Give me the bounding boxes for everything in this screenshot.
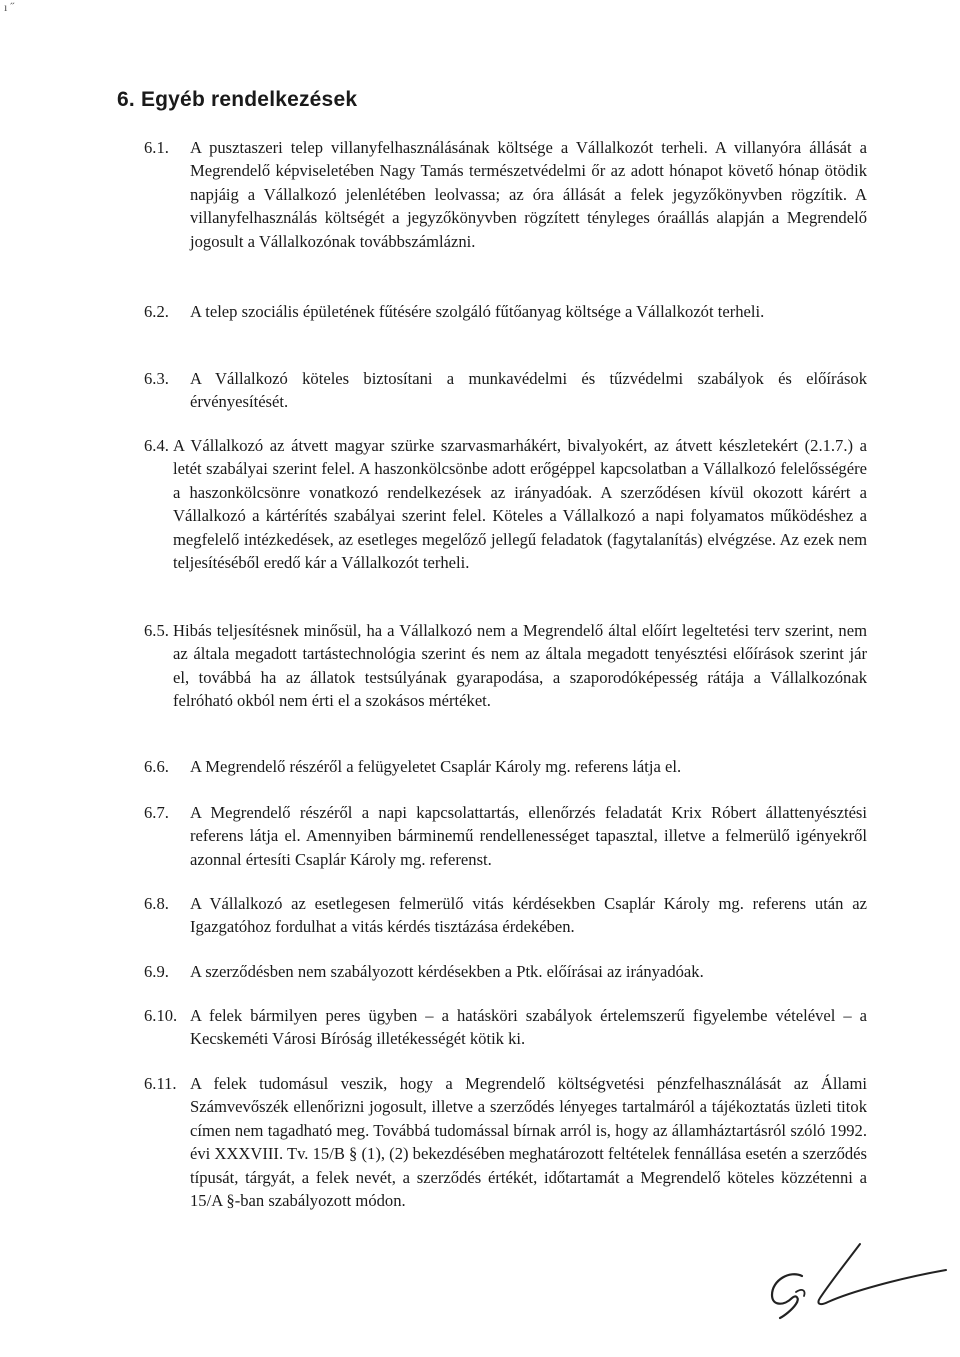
paragraph-text: A Vállalkozó köteles biztosítani a munkavédelmi és tűzvédelmi szabályok és előírások érvényesítését. [190,369,867,412]
paragraph-number: 6.9. [144,962,169,981]
paragraph-number: 6.10. [144,1006,178,1025]
paragraph-number: 6.4. [144,436,169,455]
paragraph-6-1 [144,136,867,253]
paragraph-text: A Vállalkozó az esetlegesen felmerülő vitás kérdésekben Csaplár Károly mg. referens után az Igazgatóhoz fordulhat a vitás kérdés tisztázása érdekében. [190,894,867,937]
scan-mark: ı ˝ [4,0,15,14]
paragraph-number: 6.2. [144,302,169,321]
paragraph-text: A pusztaszeri telep villanyfelhasználásának költsége a Vállalkozót terheli. A villanyóra állását a Megrendelő képviseletében Nagy Tamás természetvédelmi őr az adott hónapot követő hónap ötödik napjáig a Vállalkozó jelenlétében leolvassa; az óra állását a felek jegyzőkönyvben rögzítik. A villanyfelhasználás költségét a jegyzőkönyvben rögzített tényleges óraállás alapján a Megrendelő jogosult a Vállalkozónak továbbszámlázni. [190,138,867,251]
paragraph-6-10 [144,1004,867,1051]
paragraph-6-3 [144,367,867,414]
paragraph-text: A Megrendelő részéről a felügyeletet Csaplár Károly mg. referens látja el. [190,757,682,776]
paragraph-number: 6.5. [144,621,169,640]
paragraph-number: 6.1. [144,138,169,157]
paragraph-text: A felek bármilyen peres ügyben – a hatásköri szabályok értelemszerű figyelembe vételével – a Kecskeméti Városi Bíróság illetékességét kötik ki. [190,1006,867,1049]
paragraph-6-8 [144,892,867,939]
paragraph-text: A Megrendelő részéről a napi kapcsolattartás, ellenőrzés feladatát Krix Róbert állattenyésztési referens látja el. Amennyiben bárminemű rendellenességet tapasztal, illetve a felmerülő igényekről azonnal értesíti Csaplár Károly mg. referenst. [190,803,867,869]
paragraph-text: Hibás teljesítésnek minősül, ha a Vállalkozó nem a Megrendelő által előírt legeltetési terv szerint, nem az általa megadott tartástechnológia szerint és nem az általa megadott tenyésztési előírások szerint jár el, továbbá ha az állatok testsúlyának gyarapodása, a szaporodóképesség rátája a Vállalkozónak felróható okból nem érti el a szokásos mértéket. [173,621,867,711]
paragraph-number: 6.7. [144,803,169,822]
paragraph-6-2 [144,300,867,323]
paragraph-text: A Vállalkozó az átvett magyar szürke szarvasmarhákért, bivalyokért, az átvett készletekért (2.1.7.) a letét szabályai szerint felel. A haszonkölcsönbe adott erőgéppel kapcsolatban a Vállalkozó felelősségére a haszonkölcsönre vonatkozó rendelkezések az irányadóak. A szerződésen kívül okozott kárért a Vállalkozó a kártérítés szabályai szerint felel. Köteles a Vállalkozó a napi folyamatos működéshez a megfelelő intézkedések, az esetleges megelőző jellegű feladatok (fagytalanítás) elvégzése. Az ezek nem teljesítéséből eredő kár a Vállalkozót terheli. [173,436,867,573]
section-heading: 6. Egyéb rendelkezések [117,88,358,111]
paragraph-6-7 [144,801,867,871]
paragraph-6-5 [144,619,867,713]
paragraph-number: 6.11. [144,1074,177,1093]
paragraph-6-9 [144,960,867,983]
paragraph-number: 6.8. [144,894,169,913]
paragraph-6-4 [144,434,867,574]
paragraph-text: A telep szociális épületének fűtésére szolgáló fűtőanyag költsége a Vállalkozót terheli. [190,302,765,321]
paragraph-text: A felek tudomásul veszik, hogy a Megrendelő költségvetési pénzfelhasználását az Állami Számvevőszék ellenőrizni jogosult, illetve a szerződés lényeges tartalmáról a tájékoztatás üzleti titok címen nem tagadható meg. Továbbá tudomással bírnak arról is, hogy az államháztartásról szóló 1992. évi XXXVIII. Tv. 15/B § (1), (2) bekezdésében meghatározott feltételek fennállása esetén a szerződés típusát, tárgyát, a felek nevét, a szerződés értékét, időtartamát a Megrendelő köteles közzétenni a 15/A §-ban szabályozott módon. [190,1074,867,1211]
paragraph-6-6 [144,755,867,778]
handwritten-signature [750,1240,950,1320]
paragraph-number: 6.6. [144,757,169,776]
paragraph-text: A szerződésben nem szabályozott kérdésekben a Ptk. előírásai az irányadóak. [190,962,704,981]
paragraph-number: 6.3. [144,369,169,388]
paragraph-6-11 [144,1072,867,1212]
